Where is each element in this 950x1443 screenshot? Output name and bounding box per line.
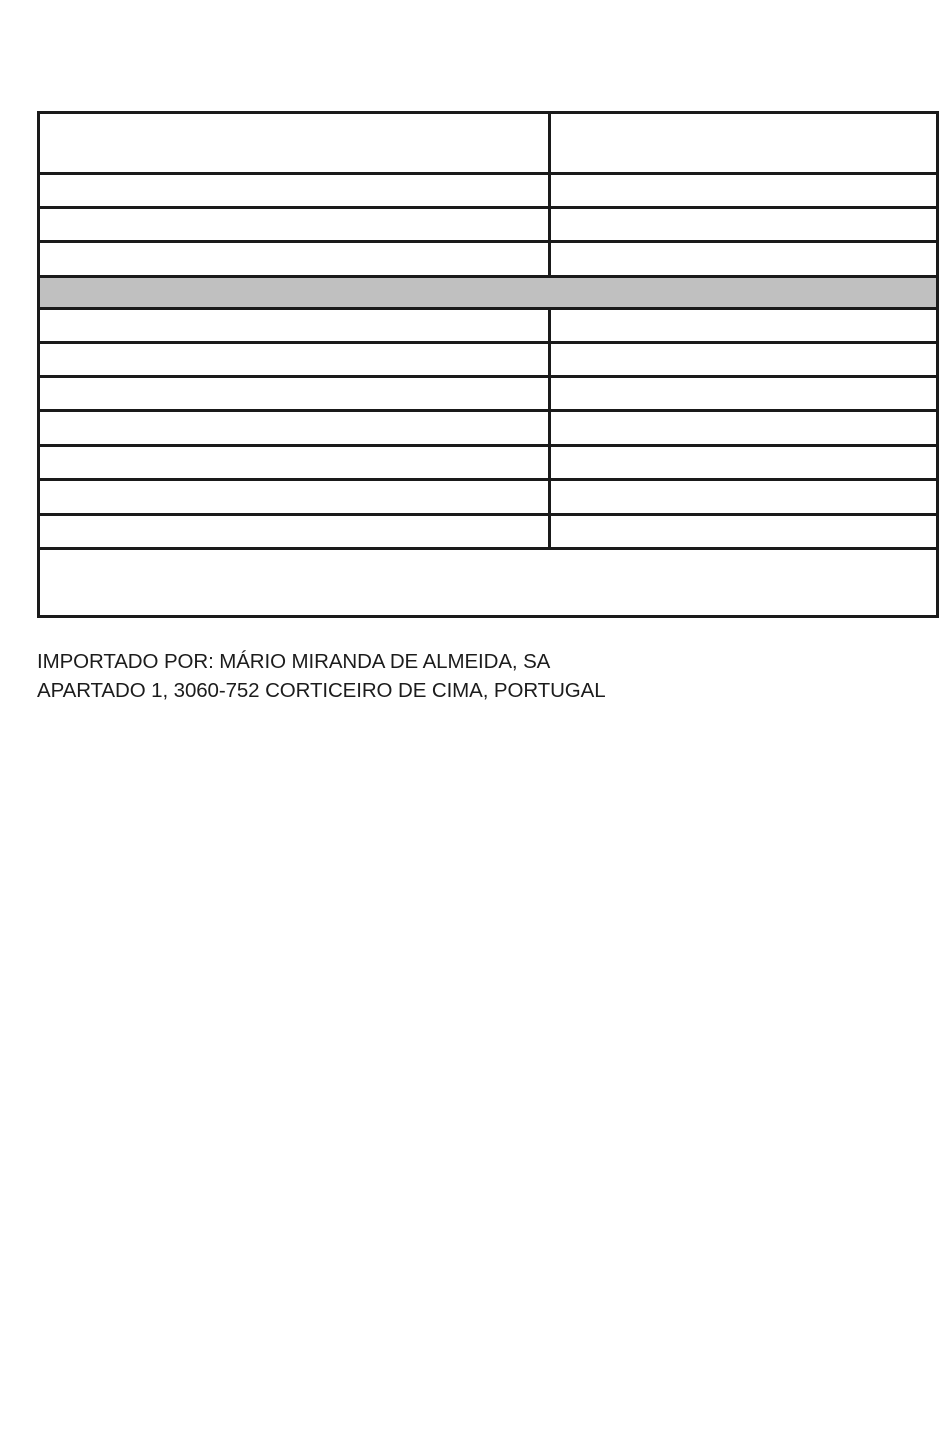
table-rule <box>37 206 937 209</box>
table-rule <box>37 240 937 243</box>
nutrition-table <box>37 111 939 618</box>
table-rule <box>37 307 937 310</box>
table-rule <box>37 513 937 516</box>
table-section-band <box>37 277 937 307</box>
table-border-bottom <box>37 615 939 618</box>
importer-name: IMPORTADO POR: MÁRIO MIRANDA DE ALMEIDA, SA <box>37 650 551 673</box>
table-rule <box>37 444 937 447</box>
table-rule <box>37 341 937 344</box>
importer-address: APARTADO 1, 3060-752 CORTICEIRO DE CIMA, PORTUGAL <box>37 679 606 702</box>
table-rule <box>37 409 937 412</box>
table-column-divider <box>548 307 551 549</box>
table-rule <box>37 375 937 378</box>
table-border-left <box>37 111 40 618</box>
table-rule <box>37 478 937 481</box>
table-rule <box>37 275 937 278</box>
table-rule <box>37 172 937 175</box>
importer-info <box>37 647 606 705</box>
table-border-right <box>936 111 939 618</box>
table-rule <box>37 547 937 550</box>
table-column-divider <box>548 111 551 277</box>
table-border-top <box>37 111 939 114</box>
